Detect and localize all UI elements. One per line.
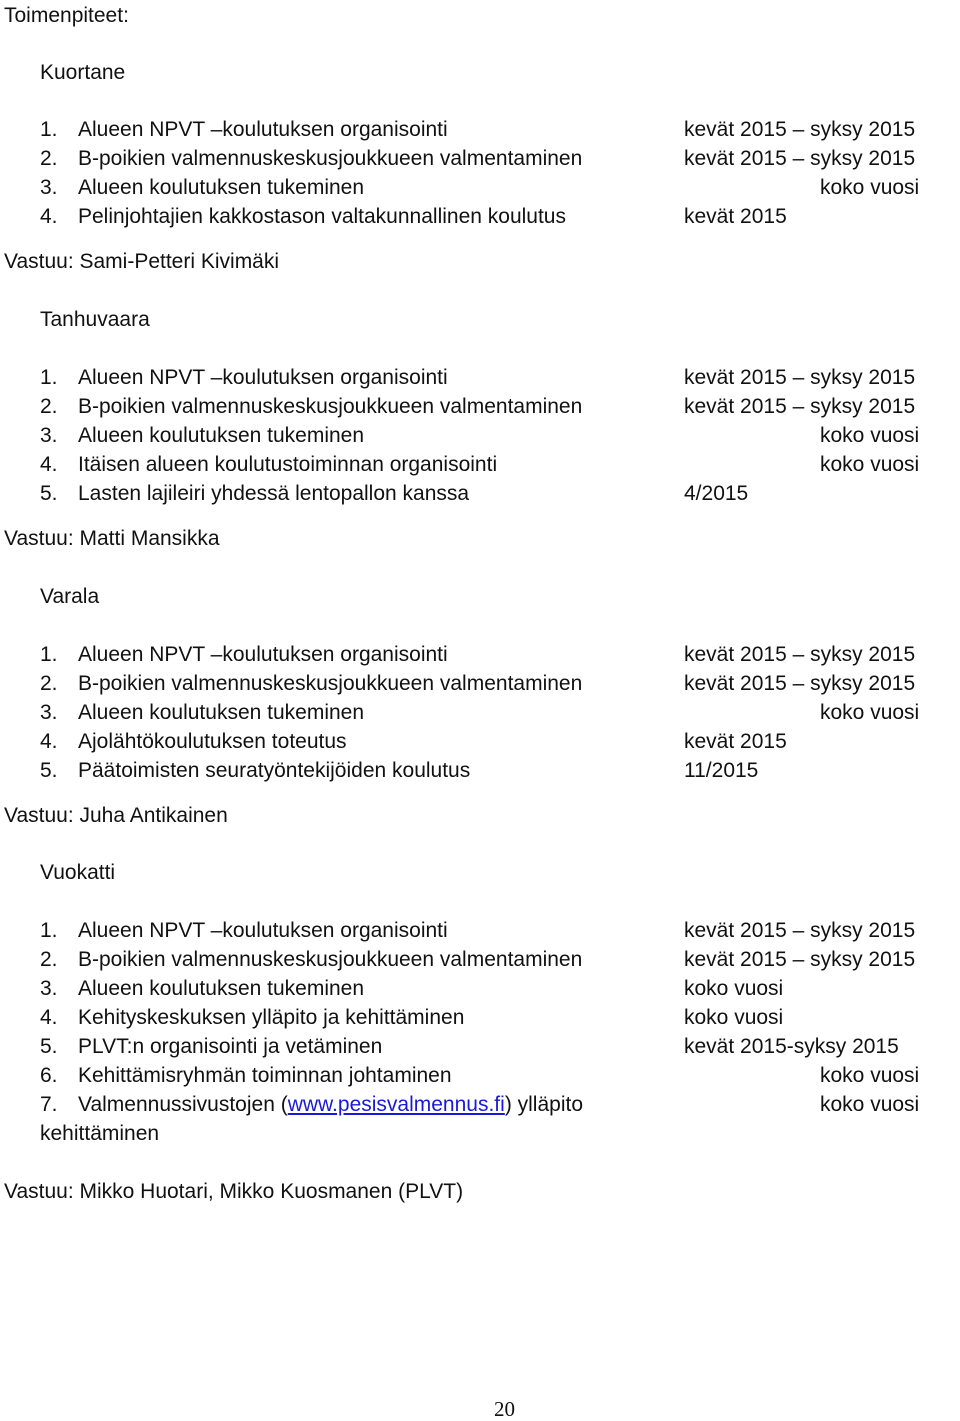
responsible-person: Vastuu: Juha Antikainen: [4, 804, 228, 827]
item-number: 3.: [40, 701, 58, 724]
item-schedule: kevät 2015 – syksy 2015: [684, 643, 916, 666]
page-number: 20: [494, 1397, 515, 1421]
item-number: 1.: [40, 366, 58, 389]
item-number: 3.: [40, 424, 58, 447]
item-schedule: koko vuosi: [820, 1093, 920, 1116]
item-schedule: kevät 2015 – syksy 2015: [684, 948, 916, 971]
item-text: Päätoimisten seuratyöntekijöiden koulutus: [78, 759, 471, 782]
item-schedule: kevät 2015 – syksy 2015: [684, 118, 916, 141]
item-number: 3.: [40, 977, 58, 1000]
responsible-person: Vastuu: Matti Mansikka: [4, 527, 220, 550]
item-schedule: koko vuosi: [684, 1006, 784, 1029]
item-schedule: kevät 2015-syksy 2015: [684, 1035, 899, 1058]
item-number: 3.: [40, 176, 58, 199]
item-text: Alueen NPVT –koulutuksen organisointi: [78, 366, 448, 389]
item-schedule: kevät 2015 – syksy 2015: [684, 672, 916, 695]
item-text: B-poikien valmennuskeskusjoukkueen valmentaminen: [78, 147, 583, 170]
item-number: 2.: [40, 948, 58, 971]
item-schedule: kevät 2015: [684, 730, 787, 753]
item-schedule: kevät 2015 – syksy 2015: [684, 919, 916, 942]
pesisvalmennus-link[interactable]: www.pesisvalmennus.fi: [287, 1093, 505, 1116]
item-schedule: kevät 2015 – syksy 2015: [684, 147, 916, 170]
item-number: 4.: [40, 730, 58, 753]
item-schedule: koko vuosi: [820, 453, 920, 476]
item-number: 1.: [40, 118, 58, 141]
item-text: [78, 1093, 583, 1117]
section-title-tanhuvaara: Tanhuvaara: [40, 308, 150, 331]
item-number: 1.: [40, 643, 58, 666]
section-title-vuokatti: Vuokatti: [40, 861, 116, 884]
item-number: 1.: [40, 919, 58, 942]
responsible-person: Vastuu: Sami-Petteri Kivimäki: [4, 250, 280, 273]
item-text: PLVT:n organisointi ja vetäminen: [78, 1035, 383, 1058]
item-text: Pelinjohtajien kakkostason valtakunnallinen koulutus: [78, 205, 566, 228]
item-text: B-poikien valmennuskeskusjoukkueen valmentaminen: [78, 948, 583, 971]
item-text: Lasten lajileiri yhdessä lentopallon kanssa: [78, 482, 470, 505]
item-schedule: koko vuosi: [684, 977, 784, 1000]
item-schedule: koko vuosi: [820, 424, 920, 447]
item-number: 6.: [40, 1064, 58, 1087]
item-number: 2.: [40, 147, 58, 170]
item-text: B-poikien valmennuskeskusjoukkueen valmentaminen: [78, 672, 583, 695]
section-title-kuortane: Kuortane: [40, 61, 126, 84]
item-schedule: koko vuosi: [820, 176, 920, 199]
item-number: 2.: [40, 395, 58, 418]
item-text: Alueen koulutuksen tukeminen: [78, 424, 365, 447]
item-number: 4.: [40, 453, 58, 476]
item-schedule: koko vuosi: [820, 701, 920, 724]
item-text-before-link: Valmennussivustojen (: [78, 1093, 288, 1116]
item-text: Ajolähtökoulutuksen toteutus: [78, 730, 347, 753]
item-text: Alueen NPVT –koulutuksen organisointi: [78, 118, 448, 141]
item-schedule: kevät 2015: [684, 205, 787, 228]
item-text: Kehityskeskuksen ylläpito ja kehittäminen: [78, 1006, 465, 1029]
item-text: B-poikien valmennuskeskusjoukkueen valmentaminen: [78, 395, 583, 418]
item-number: 4.: [40, 1006, 58, 1029]
item-schedule: 11/2015: [684, 759, 759, 782]
item-text: Alueen koulutuksen tukeminen: [78, 701, 365, 724]
item-number: 4.: [40, 205, 58, 228]
item-number: 7.: [40, 1093, 58, 1116]
item-number: 2.: [40, 672, 58, 695]
item-schedule: kevät 2015 – syksy 2015: [684, 366, 916, 389]
item-text: Alueen NPVT –koulutuksen organisointi: [78, 643, 448, 666]
item-text: Alueen koulutuksen tukeminen: [78, 176, 365, 199]
item-text: Alueen koulutuksen tukeminen: [78, 977, 365, 1000]
item-schedule: kevät 2015 – syksy 2015: [684, 395, 916, 418]
item-number: 5.: [40, 1035, 58, 1058]
item-schedule: koko vuosi: [820, 1064, 920, 1087]
page-heading: Toimenpiteet:: [4, 4, 129, 27]
item-text-after-link: ) ylläpito: [504, 1093, 584, 1116]
responsible-person: Vastuu: Mikko Huotari, Mikko Kuosmanen (PLVT): [4, 1180, 464, 1203]
item-number: 5.: [40, 759, 58, 782]
section-title-varala: Varala: [40, 585, 100, 608]
item-text: Kehittämisryhmän toiminnan johtaminen: [78, 1064, 452, 1087]
item-schedule: 4/2015: [684, 482, 749, 505]
item-number: 5.: [40, 482, 58, 505]
item-text: Alueen NPVT –koulutuksen organisointi: [78, 919, 448, 942]
item-text-continuation: kehittäminen: [40, 1122, 160, 1145]
item-text: Itäisen alueen koulutustoiminnan organisointi: [78, 453, 498, 476]
